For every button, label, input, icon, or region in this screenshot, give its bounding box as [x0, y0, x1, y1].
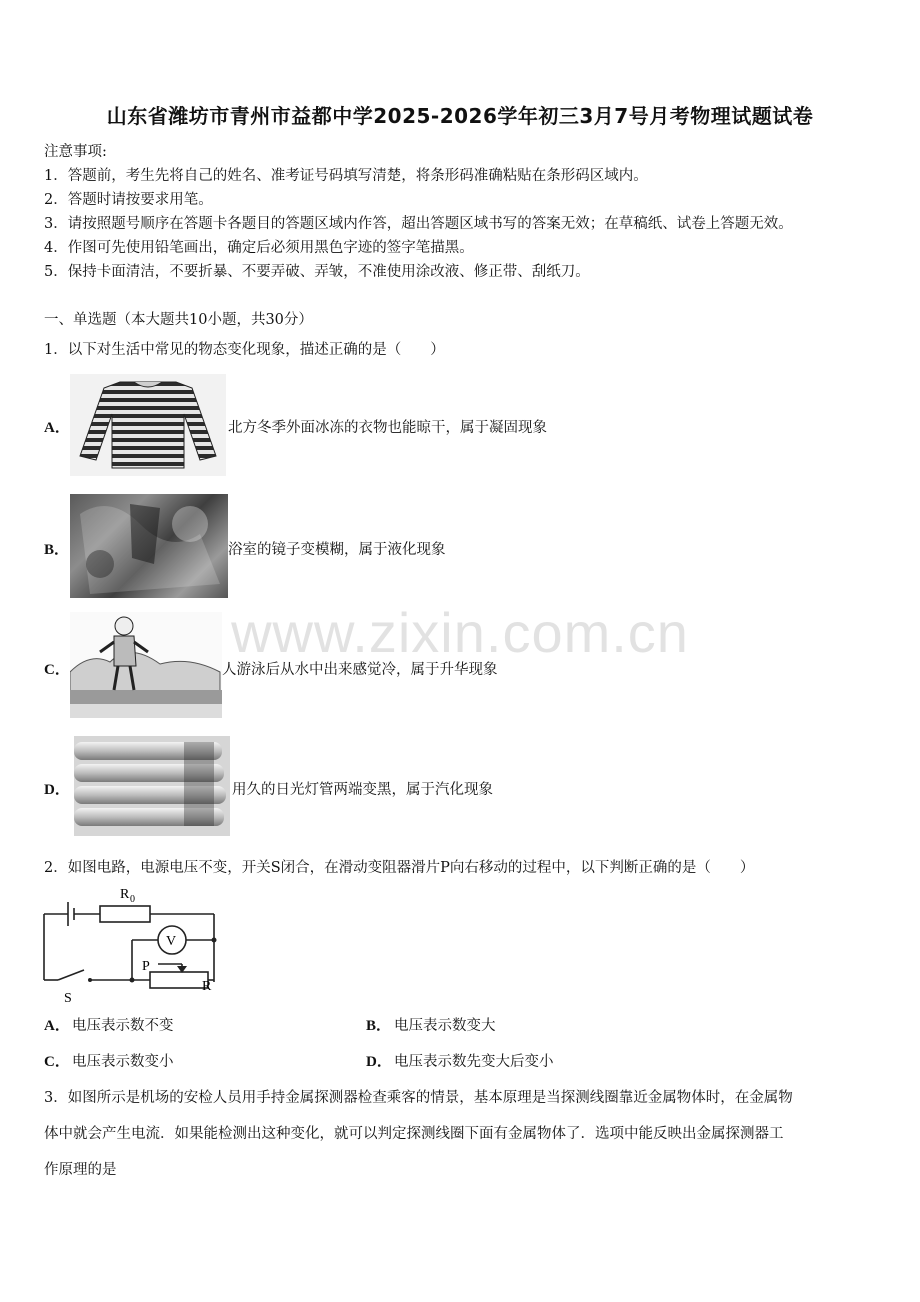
q2-option-b-text: 电压表示数变大	[394, 1018, 496, 1034]
section-heading: 一、单选题（本大题共10小题，共30分）	[44, 312, 313, 328]
q2-option-d-label: D．	[366, 1054, 392, 1070]
option-b-text: 浴室的镜子变模糊，属于液化现象	[228, 542, 446, 558]
notice-item: 2．答题时请按要求用笔。	[44, 192, 213, 208]
option-d-label: D．	[44, 782, 70, 798]
q2-option-d-text: 电压表示数先变大后变小	[394, 1054, 554, 1070]
notice-item: 3．请按照题号顺序在答题卡各题目的答题区域内作答，超出答题区域书写的答案无效；在草稿纸、试卷上答题无效。	[44, 216, 793, 232]
voltmeter-label: V	[166, 934, 177, 949]
notice-item: 4．作图可先使用铅笔画出，确定后必须用黑色字迹的签字笔描黑。	[44, 240, 474, 256]
q2-option-a-text: 电压表示数不变	[72, 1018, 174, 1034]
question-3-line: 3．如图所示是机场的安检人员用手持金属探测器检查乘客的情景，基本原理是当探测线圈靠近金属物体时，在金属物	[44, 1090, 793, 1106]
option-a-text: 北方冬季外面冰冻的衣物也能晾干，属于凝固现象	[228, 420, 547, 436]
question-1-stem: 1．以下对生活中常见的物态变化现象，描述正确的是（ ）	[44, 342, 445, 358]
page-title: 山东省潍坊市青州市益都中学2025-2026学年初三3月7号月考物理试题试卷	[106, 104, 814, 128]
option-b-label: B．	[44, 542, 70, 558]
slider-p-label: P	[142, 959, 150, 974]
option-a-label: A．	[44, 420, 70, 436]
r0-subscript: 0	[130, 894, 135, 905]
question-2-stem: 2．如图电路，电源电压不变，开关S闭合，在滑动变阻器滑片P向右移动的过程中，以下判断正确的是（ ）	[44, 860, 755, 876]
option-c-label: C．	[44, 662, 70, 678]
sweater-image	[70, 374, 226, 476]
option-d-text: 用久的日光灯管两端变黑，属于汽化现象	[232, 782, 493, 798]
notice-heading: 注意事项:	[44, 144, 107, 160]
question-3-line: 作原理的是	[44, 1162, 117, 1178]
q2-option-c-label: C．	[44, 1054, 70, 1070]
notice-item: 1．答题前，考生先将自己的姓名、准考证号码填写清楚，将条形码准确粘贴在条形码区域内。	[44, 168, 648, 184]
question-3-line: 体中就会产生电流．如果能检测出这种变化，就可以判定探测线圈下面有金属物体了．选项中能反映出金属探测器工	[44, 1126, 784, 1142]
rheostat-r-label: R	[202, 979, 212, 994]
r0-label: R	[120, 887, 130, 902]
notice-item: 5．保持卡面清洁，不要折暴、不要弄破、弄皱，不准使用涂改液、修正带、刮纸刀。	[44, 264, 590, 280]
q2-option-c-text: 电压表示数变小	[72, 1054, 174, 1070]
circuit-diagram	[40, 880, 230, 1006]
foggy-mirror-image	[70, 494, 228, 598]
fluorescent-tubes-image	[74, 736, 230, 836]
option-c-text: 人游泳后从水中出来感觉冷，属于升华现象	[222, 662, 498, 678]
q2-option-b-label: B．	[366, 1018, 392, 1034]
watermark: www.zixin.com.cn	[231, 601, 689, 664]
q2-option-a-label: A．	[44, 1018, 70, 1034]
switch-s-label: S	[64, 991, 72, 1006]
